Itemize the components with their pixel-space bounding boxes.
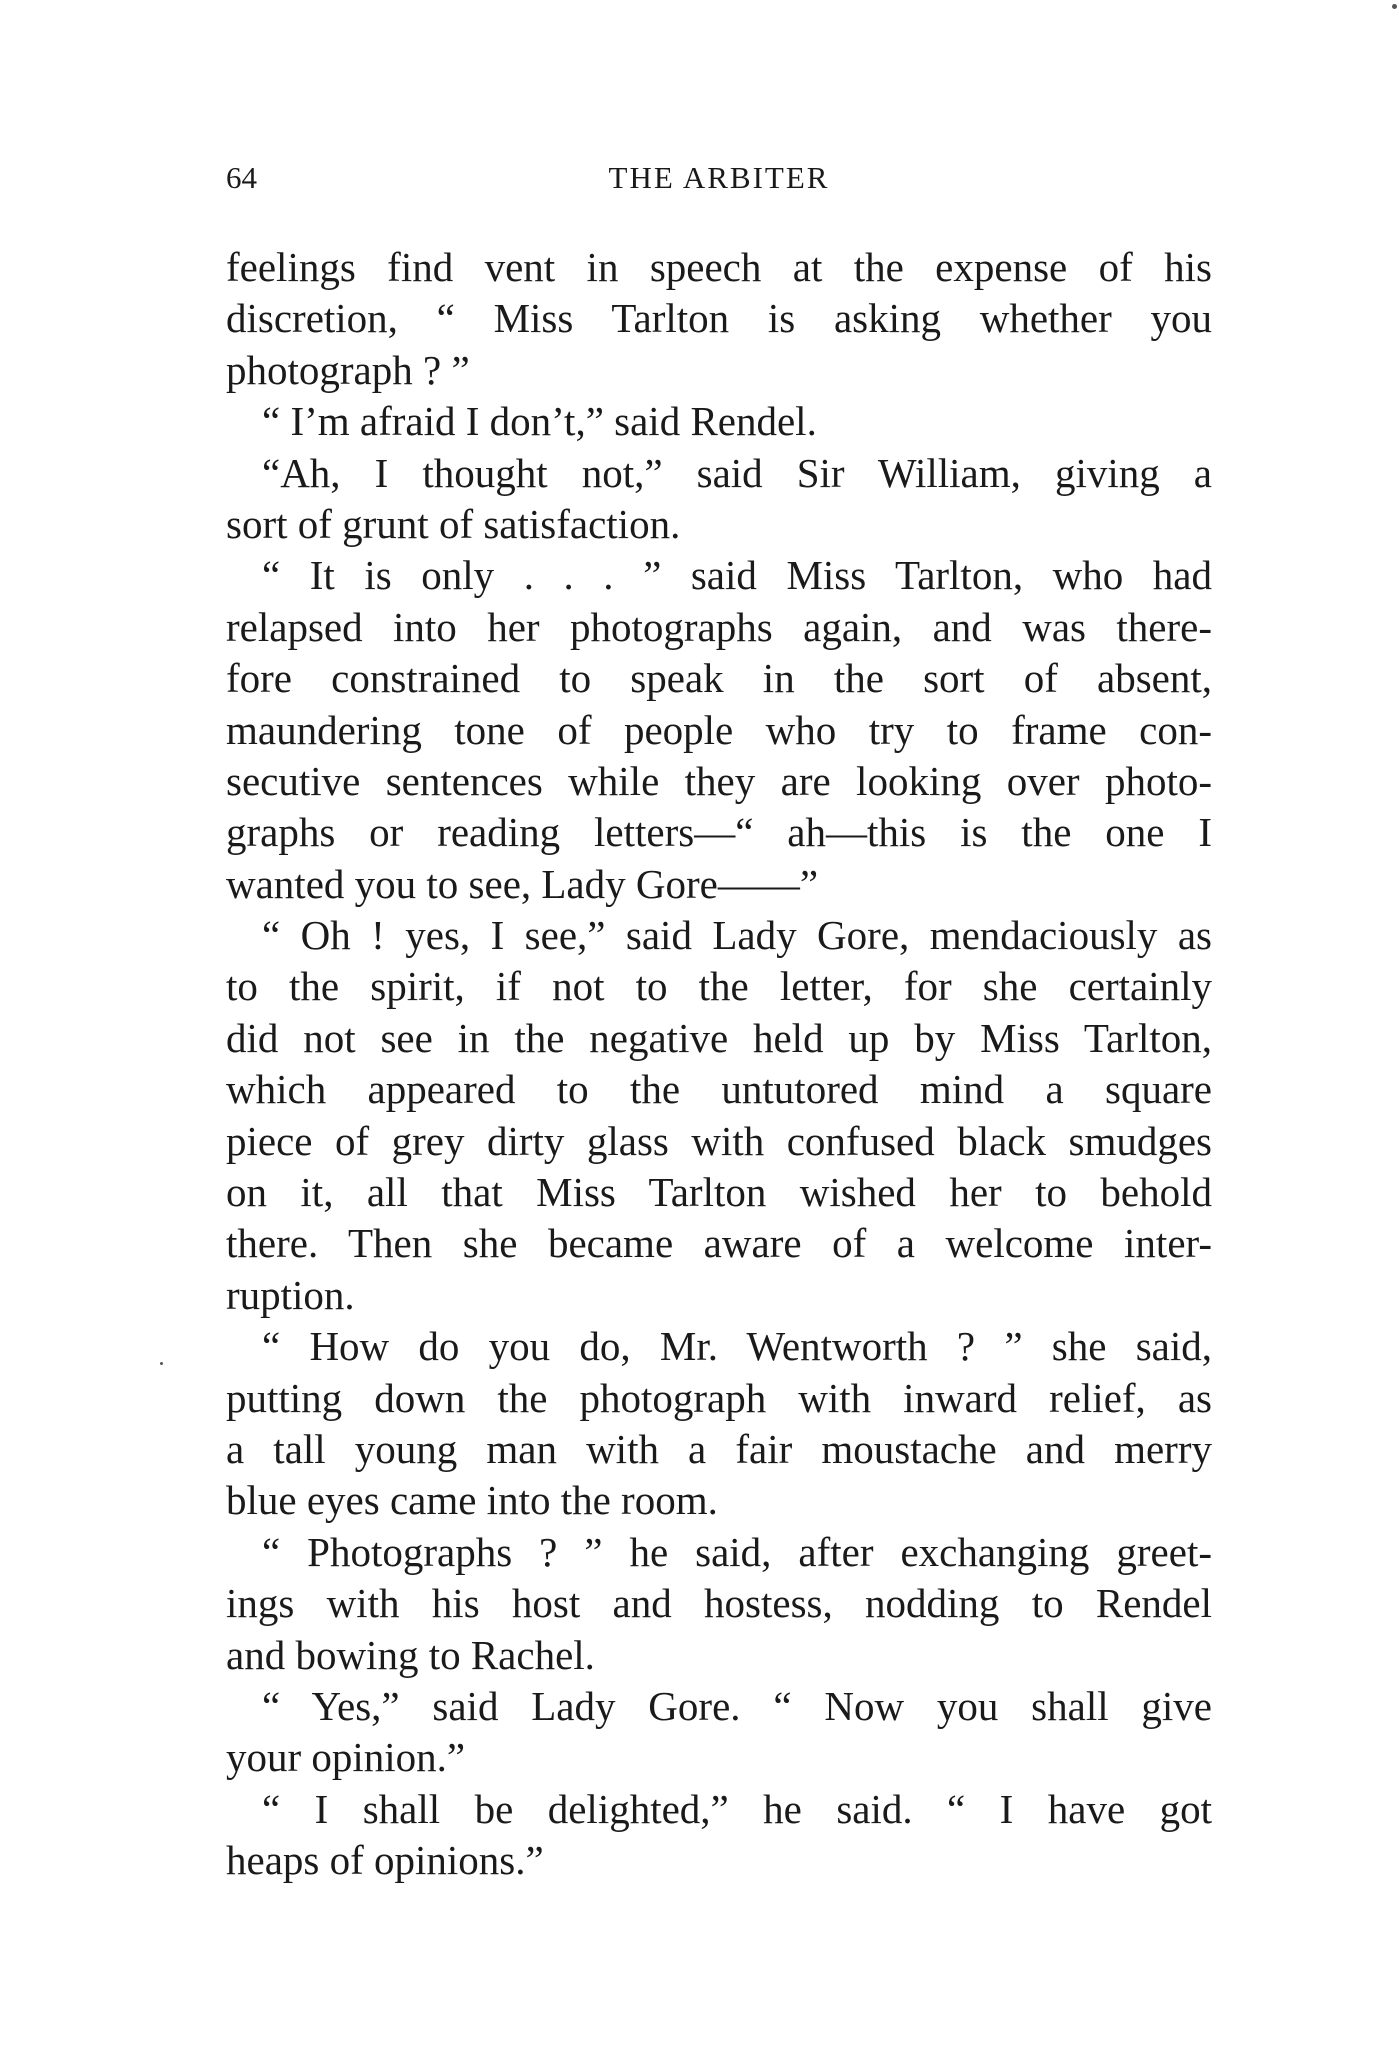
text-line: there. Then she became aware of a welcome inter- xyxy=(226,1220,1212,1267)
text-line: “ It is only . . . ” said Miss Tarlton, who had xyxy=(262,552,1212,599)
text-line: “ Oh ! yes, I see,” said Lady Gore, mendaciously as xyxy=(262,912,1212,959)
text-line: discretion, “ Miss Tarlton is asking whether you xyxy=(226,295,1212,342)
text-line: graphs or reading letters—“ ah—this is the one I xyxy=(226,809,1212,856)
paper-speck xyxy=(1392,4,1397,9)
text-line: sort of grunt of satisfaction. xyxy=(226,500,681,547)
text-line: heaps of opinions.” xyxy=(226,1837,544,1884)
text-line: which appeared to the untutored mind a square xyxy=(226,1066,1212,1113)
text-line: ings with his host and hostess, nodding to Rendel xyxy=(226,1580,1212,1627)
body-text xyxy=(226,242,1212,1887)
text-line: did not see in the negative held up by Miss Tarlton, xyxy=(226,1014,1212,1061)
text-line: photograph ? ” xyxy=(226,346,470,393)
running-head xyxy=(226,158,1212,198)
text-line: “Ah, I thought not,” said Sir William, giving a xyxy=(262,449,1212,496)
text-line: “ I’m afraid I don’t,” said Rendel. xyxy=(262,398,817,445)
text-line: on it, all that Miss Tarlton wished her to behold xyxy=(226,1169,1212,1216)
text-line: relapsed into her photographs again, and was there- xyxy=(226,603,1212,650)
text-line: ruption. xyxy=(226,1271,355,1318)
text-line: feelings find vent in speech at the expense of his xyxy=(226,244,1212,290)
text-line: fore constrained to speak in the sort of absent, xyxy=(226,655,1212,702)
text-line: secutive sentences while they are looking over photo- xyxy=(226,757,1212,804)
book-title: THE ARBITER xyxy=(608,160,830,195)
text-line: maundering tone of people who try to frame con- xyxy=(226,706,1212,753)
text-line: “ I shall be delighted,” he said. “ I have got xyxy=(262,1785,1212,1832)
text-line: “ Yes,” said Lady Gore. “ Now you shall give xyxy=(262,1682,1212,1729)
text-line: blue eyes came into the room. xyxy=(226,1477,718,1524)
text-line: putting down the photograph with inward relief, as xyxy=(226,1374,1212,1421)
text-line: wanted you to see, Lady Gore——” xyxy=(226,860,819,907)
text-line: and bowing to Rachel. xyxy=(226,1631,595,1678)
text-line: your opinion.” xyxy=(226,1734,466,1781)
text-line: “ How do you do, Mr. Wentworth ? ” she said, xyxy=(262,1323,1212,1370)
text-line: a tall young man with a fair moustache and merry xyxy=(226,1425,1212,1472)
text-line: piece of grey dirty glass with confused black smudges xyxy=(226,1117,1212,1164)
paper-speck xyxy=(160,1362,163,1365)
text-line: to the spirit, if not to the letter, for she certainly xyxy=(226,963,1212,1010)
page-number: 64 xyxy=(226,160,257,195)
text-line: “ Photographs ? ” he said, after exchanging greet- xyxy=(262,1528,1212,1575)
